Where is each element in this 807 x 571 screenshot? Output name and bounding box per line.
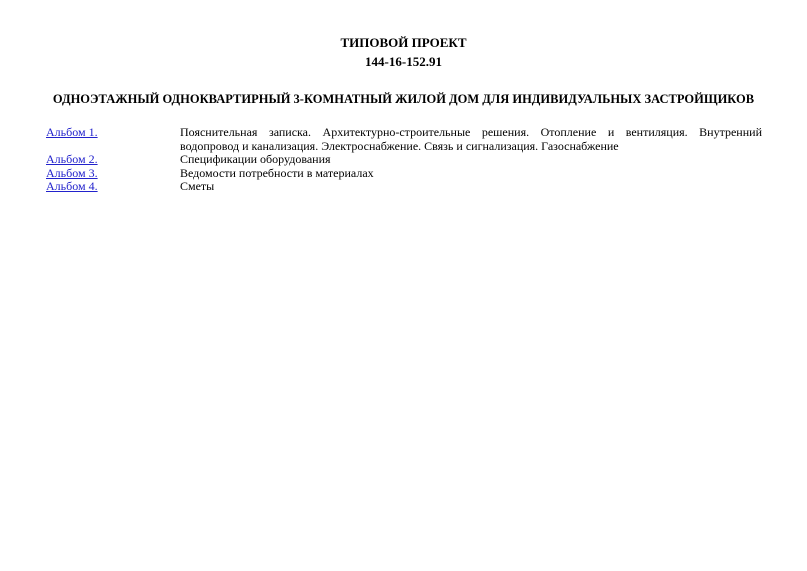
album-4-description: Сметы bbox=[180, 179, 215, 193]
album-row-3 bbox=[46, 167, 762, 181]
album-1-description: Пояснительная записка. Архитектурно-строительные решения. Отопление и вентиляция. Внутренний водопровод и канализация. Электроснабжение. Связь и сигнализация. Газоснабжение bbox=[180, 125, 762, 153]
album-3-description: Ведомости потребности в материалах bbox=[180, 165, 374, 180]
project-number: 144-16-152.91 bbox=[365, 54, 442, 69]
title-block bbox=[0, 33, 807, 71]
album-row-1 bbox=[46, 126, 762, 153]
album-1-link[interactable]: Альбом 1. bbox=[46, 125, 98, 139]
album-list bbox=[46, 126, 762, 194]
album-4-link[interactable]: Альбом 4. bbox=[46, 179, 98, 193]
album-label-column bbox=[46, 180, 180, 194]
album-label-column bbox=[46, 167, 180, 181]
album-row-2 bbox=[46, 153, 762, 167]
album-2-link[interactable]: Альбом 2. bbox=[46, 152, 98, 166]
album-3-link[interactable]: Альбом 3. bbox=[46, 165, 98, 180]
album-label-column bbox=[46, 126, 180, 140]
document-title: ТИПОВОЙ ПРОЕКТ bbox=[340, 35, 467, 50]
album-2-description: Спецификации оборудования bbox=[180, 152, 331, 166]
album-row-4 bbox=[46, 180, 762, 194]
document-heading: ОДНОЭТАЖНЫЙ ОДНОКВАРТИРНЫЙ 3-КОМНАТНЫЙ ЖИЛОЙ ДОМ ДЛЯ ИНДИВИДУАЛЬНЫХ ЗАСТРОЙЩИКОВ bbox=[52, 92, 755, 106]
album-label-column bbox=[46, 153, 180, 167]
